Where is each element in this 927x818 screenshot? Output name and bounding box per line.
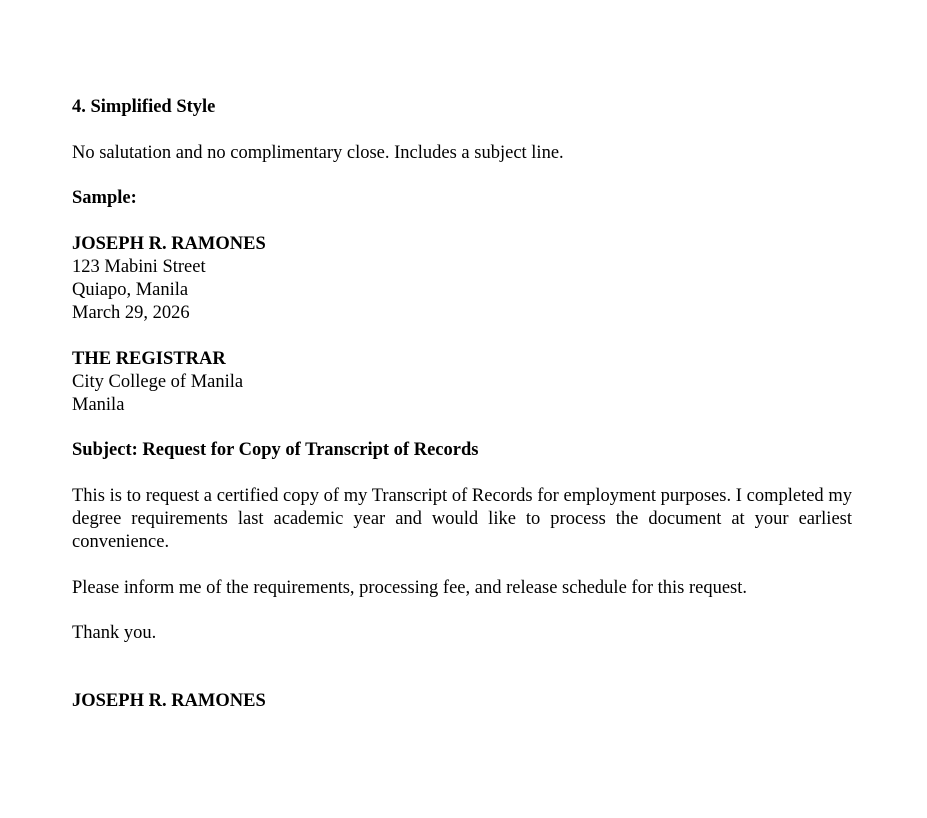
closing-line: Thank you. — [72, 623, 157, 643]
signature-name: JOSEPH R. RAMONES — [72, 691, 266, 711]
recipient-title: THE REGISTRAR — [72, 349, 226, 369]
body-paragraph-1: This is to request a certified copy of my Transcript of Records for employment purposes. I completed my degree requirements last academic year and would like to process the document at your earliest convenience. — [72, 486, 852, 552]
sender-name: JOSEPH R. RAMONES — [72, 234, 266, 254]
sender-street: 123 Mabini Street — [72, 257, 206, 277]
section-description: No salutation and no complimentary close. Includes a subject line. — [72, 143, 564, 163]
section-heading: 4. Simplified Style — [72, 97, 216, 117]
sample-label: Sample: — [72, 188, 137, 208]
recipient-city: Manila — [72, 395, 125, 415]
body-paragraph-2: Please inform me of the requirements, processing fee, and release schedule for this request. — [72, 578, 748, 598]
recipient-block — [72, 348, 852, 417]
sender-city: Quiapo, Manila — [72, 280, 189, 300]
letter-date: March 29, 2026 — [72, 303, 190, 323]
recipient-institution: City College of Manila — [72, 372, 244, 392]
sender-block — [72, 233, 852, 325]
subject-line: Subject: Request for Copy of Transcript of Records — [72, 440, 479, 460]
document-page — [72, 96, 852, 713]
